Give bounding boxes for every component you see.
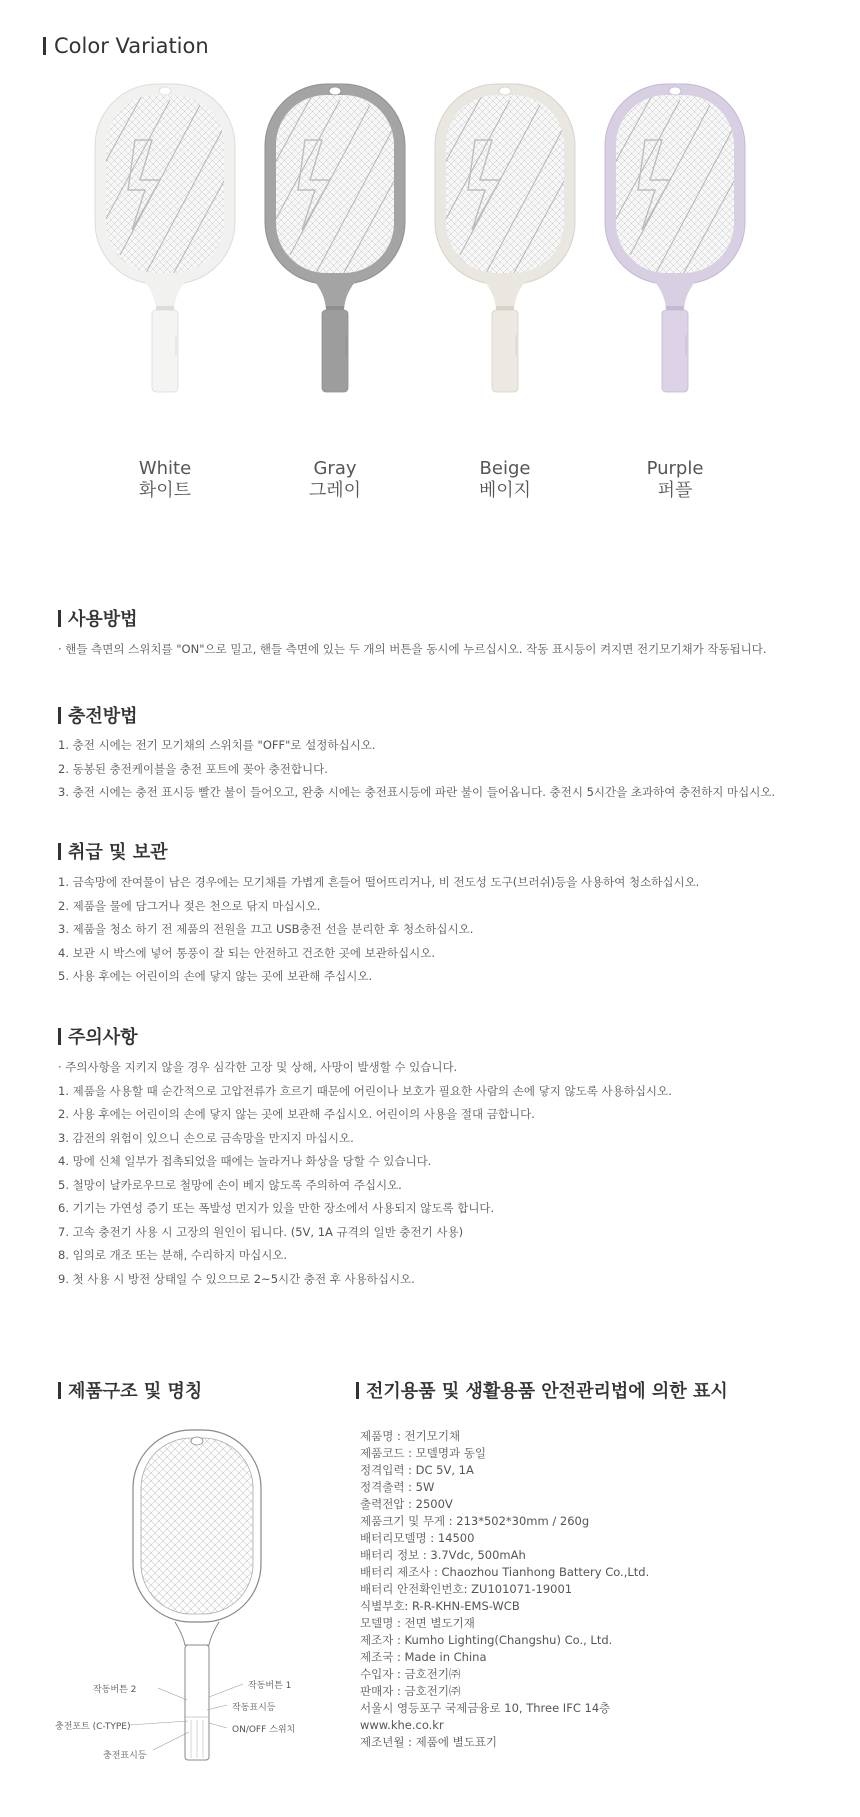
caution-line: 7. 고속 충전기 사용 시 고장의 원인이 됩니다. (5V, 1A 규격의 일반 충전기 사용) <box>58 1224 464 1239</box>
spec-line: 제조자 : Kumho Lighting(Changshu) Co., Ltd. <box>360 1633 613 1647</box>
safety-spec-list <box>360 1428 649 1751</box>
color-name-ko: 화이트 <box>138 480 192 501</box>
caution-line: · 주의사항을 지키지 않을 경우 심각한 고장 및 상해, 사망이 발생할 수 있습니다. <box>58 1060 458 1074</box>
cautions-list <box>58 1056 672 1291</box>
safety-title-text: 전기용품 및 생활용품 안전관리법에 의한 표시 <box>366 1381 728 1402</box>
caution-line: 5. 철망이 날카로우므로 철망에 손이 베지 않도록 주의하여 주십시오. <box>58 1177 402 1192</box>
color-label-purple <box>595 458 755 502</box>
label-button-2: 작동버튼 2 <box>93 1685 137 1695</box>
usage-line: · 핸들 측면의 스위치를 "ON"으로 밀고, 핸들 측면에 있는 두 개의 버튼을 동시에 누르십시오. 작동 표시등이 켜지면 전기모기채가 작동됩니다. <box>58 642 767 656</box>
spec-line: 제품명 : 전기모기채 <box>360 1429 461 1443</box>
spec-line: 정격출력 : 5W <box>360 1480 435 1494</box>
title-bar <box>58 1028 61 1045</box>
usage-title <box>58 605 138 631</box>
color-name-ko: 베이지 <box>478 480 532 501</box>
handling-line: 3. 제품을 청소 하기 전 제품의 전원을 끄고 USB충전 선을 분리한 후 청소하십시오. <box>58 922 474 936</box>
spec-line: 모델명 : 전면 별도기재 <box>360 1616 475 1630</box>
title-bar <box>43 37 46 55</box>
racket-beige <box>430 80 590 395</box>
racket-outline-drawing <box>55 1425 355 1765</box>
color-name-en: White <box>138 458 192 479</box>
label-charge-indicator: 충전표시등 <box>103 1751 147 1761</box>
spec-line: 판매자 : 금호전기㈜ <box>360 1684 461 1698</box>
color-name-en: Gray <box>313 458 357 479</box>
handling-line: 2. 제품을 물에 담그거나 젖은 천으로 닦지 마십시오. <box>58 898 321 913</box>
color-label-white <box>85 458 245 502</box>
label-button-1: 작동버튼 1 <box>248 1681 292 1691</box>
caution-line: 4. 망에 신체 일부가 접촉되었을 때에는 놀라거나 화상을 당할 수 있습니다. <box>58 1154 432 1168</box>
spec-line: 배터리 안전확인번호: ZU101071-19001 <box>360 1582 573 1596</box>
charging-line: 1. 충전 시에는 전기 모기채의 스위치를 "OFF"로 설정하십시오. <box>58 738 376 752</box>
structure-diagram <box>55 1425 355 1765</box>
caution-line: 2. 사용 후에는 어린이의 손에 닿지 않는 곳에 보관해 주십시오. 어린이의 사용을 절대 금합니다. <box>58 1107 535 1121</box>
spec-line: www.khe.co.kr <box>360 1718 444 1732</box>
color-variation-title-text: Color Variation <box>54 34 209 58</box>
handling-list <box>58 871 699 989</box>
label-onoff-switch: ON/OFF 스위치 <box>232 1725 296 1735</box>
title-bar <box>356 1382 359 1399</box>
color-name-en: Purple <box>646 458 704 479</box>
caution-line: 3. 감전의 위험이 있으니 손으로 금속망을 만지지 마십시오. <box>58 1130 354 1145</box>
spec-line: 배터리 제조사 : Chaozhou Tianhong Battery Co.,Ltd. <box>360 1565 650 1579</box>
handling-line: 5. 사용 후에는 어린이의 손에 닿지 않는 곳에 보관해 주십시오. <box>58 969 373 983</box>
charging-line: 2. 동봉된 충전케이블을 충전 포트에 꽂아 충전합니다. <box>58 761 328 776</box>
spec-line: 제조국 : Made in China <box>360 1650 487 1664</box>
spec-line: 제품코드 : 모델명과 동일 <box>360 1446 486 1460</box>
color-variation-title <box>43 34 209 58</box>
color-name-en: Beige <box>479 458 531 479</box>
spec-line: 제품크기 및 무게 : 213*502*30mm / 260g <box>360 1514 590 1528</box>
racket-gray <box>260 80 420 395</box>
charging-list <box>58 734 775 805</box>
color-name-ko: 퍼플 <box>657 480 693 501</box>
spec-line: 제조년월 : 제품에 별도표기 <box>360 1735 498 1749</box>
cautions-title-text: 주의사항 <box>68 1027 138 1048</box>
structure-title-text: 제품구조 및 명칭 <box>68 1381 203 1402</box>
handling-line: 4. 보관 시 박스에 넣어 통풍이 잘 되는 안전하고 건조한 곳에 보관하십시오. <box>58 945 435 960</box>
handling-title <box>58 838 167 864</box>
color-label-gray <box>255 458 415 502</box>
title-bar <box>58 610 61 627</box>
usage-list <box>58 638 767 662</box>
charging-title-text: 충전방법 <box>68 706 138 727</box>
spec-line: 수입자 : 금호전기㈜ <box>360 1667 461 1681</box>
charging-title <box>58 702 138 728</box>
title-bar <box>58 843 61 860</box>
color-label-beige <box>425 458 585 502</box>
racket-purple <box>600 80 760 395</box>
caution-line: 9. 첫 사용 시 방전 상태일 수 있으므로 2~5시간 충전 후 사용하십시오. <box>58 1271 415 1286</box>
handling-line: 1. 금속망에 잔여물이 남은 경우에는 모기채를 가볍게 흔들어 떨어뜨리거나, 비 전도성 도구(브러쉬)등을 사용하여 청소하십시오. <box>58 875 700 889</box>
spec-line: 출력전압 : 2500V <box>360 1497 453 1511</box>
caution-line: 6. 기기는 가연성 증기 또는 폭발성 먼지가 있을 만한 장소에서 사용되지 않도록 합니다. <box>58 1201 495 1215</box>
spec-line: 배터리모델명 : 14500 <box>360 1531 475 1545</box>
spec-line: 배터리 정보 : 3.7Vdc, 500mAh <box>360 1548 526 1562</box>
spec-line: 서울시 영등포구 국제금융로 10, Three IFC 14층 <box>360 1701 611 1715</box>
caution-line: 1. 제품을 사용할 때 순간적으로 고압전류가 흐르기 때문에 어린이나 보호가 필요한 사람의 손에 닿지 않도록 사용하십시오. <box>58 1083 672 1098</box>
cautions-title <box>58 1023 138 1049</box>
charging-line: 3. 충전 시에는 충전 표시등 빨간 불이 들어오고, 완충 시에는 충전표시등에 파란 불이 들어옵니다. 충전시 5시간을 초과하여 충전하지 마십시오. <box>58 785 776 799</box>
title-bar <box>58 707 61 724</box>
color-name-ko: 그레이 <box>308 480 362 501</box>
usage-title-text: 사용방법 <box>68 609 138 630</box>
racket-gallery <box>85 80 815 510</box>
racket-white <box>90 80 250 395</box>
title-bar <box>58 1382 61 1399</box>
caution-line: 8. 임의로 개조 또는 분해, 수리하지 마십시오. <box>58 1248 288 1262</box>
handling-title-text: 취급 및 보관 <box>68 842 168 863</box>
label-indicator: 작동표시등 <box>232 1703 276 1713</box>
safety-title <box>356 1377 728 1403</box>
spec-line: 정격입력 : DC 5V, 1A <box>360 1463 474 1477</box>
label-charge-port: 충전포트 (C-TYPE) <box>55 1722 131 1732</box>
structure-title <box>58 1377 202 1403</box>
spec-line: 식별부호: R-R-KHN-EMS-WCB <box>360 1599 520 1613</box>
